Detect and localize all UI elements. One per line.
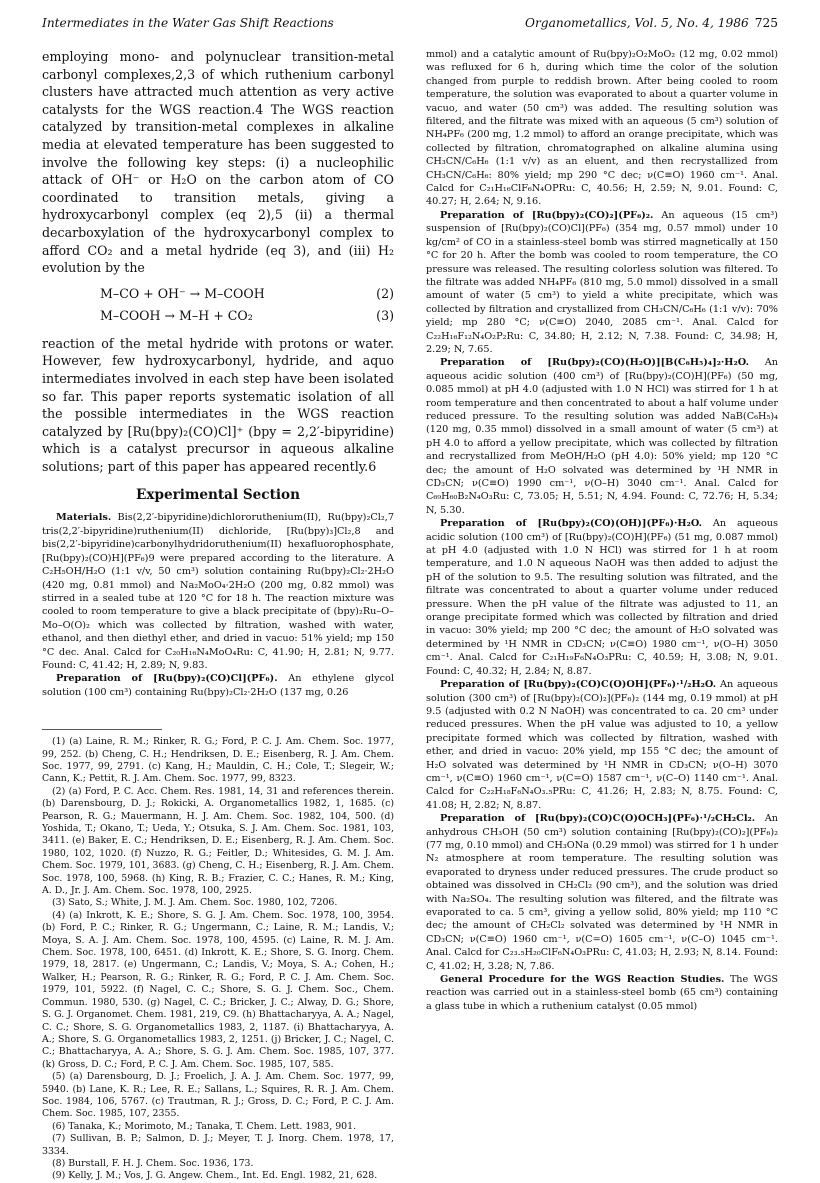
equation-2 <box>42 283 394 305</box>
section-heading: Experimental Section <box>136 487 300 504</box>
prep3-paragraph <box>426 356 778 517</box>
prep1-text: An ethylene glycol solution (100 cm³) containing Ru(bpy)₂Cl₂·2H₂O (137 mg, 0.26 <box>42 673 394 698</box>
running-title: Intermediates in the Water Gas Shift Reactions <box>42 16 334 30</box>
prep6-paragraph <box>426 812 778 973</box>
prep3-text: An aqueous acidic solution (400 cm³) of [Ru(bpy)₂(CO)H](PF₆) (50 mg, 0.085 mmol) at pH 4.0 (adjusted with 1.0 N HCl) was stirred for 1 h at room temperature and then concentrated to about a half volume under reduced pressure. To the resulting solution was added NaB(C₆H₅)₄ (120 mg, 0.35 mmol) dissolved in a small amount of water (5 cm³) at pH 4.0 to afford a yellow precipitate, which was collected by filtration and recrystallized from MeOH/H₂O (pH 4.0): 50% yield; mp 120 °C dec; the amount of H₂O solvated was determined by ¹H NMR in CD₃CN; ν(C≡O) 1990 cm⁻¹, ν(O–H) 3040 cm⁻¹. Anal. Calcd for C₆₉H₆₀B₂N₄O₃Ru: C, 73.05; H, 5.51; N, 4.94. Found: C, 72.76; H, 5.34; N, 5.30. <box>426 357 778 516</box>
footnote: (8) Burstall, F. H. J. Chem. Soc. 1936, 173. <box>52 1157 254 1169</box>
prep6-text: An anhydrous CH₃OH (50 cm³) solution containing [Ru(bpy)₂(CO)₂](PF₆)₂ (77 mg, 0.10 mmol) and CH₃ONa (0.29 mmol) was stirred for 1 h under N₂ atmosphere at room temperature. The resulting solution was evaporated to dryness under reduced pressures. The crude product so obtained was dissolved in CH₂Cl₂ (90 cm³), and the solution was dried with Na₂SO₄. The resulting solution was filtered, and the filtrate was evaporated to ca. 5 cm³, giving a yellow solid, 80% yield; mp 110 °C dec; the amount of CH₂Cl₂ solvated was determined by ¹H NMR in CD₃CN; ν(C≡O) 1960 cm⁻¹, ν(C=O) 1605 cm⁻¹, ν(C–O) 1045 cm⁻¹. Anal. Calcd for C₂₃.₅H₂₀ClF₆N₄O₃PRu: C, 41.03; H, 2.93; N, 8.14. Found: C, 41.02; H, 3.28; N, 7.86. <box>426 813 778 972</box>
footnote: (4) (a) Inkrott, K. E.; Shore, S. G. J. Am. Chem. Soc. 1978, 100, 3954. (b) Ford, P. C.; Rinker, R. G.; Ungermann, C.; Laine, R. M.; Landis, V.; Moya, S. A. J. Am. Chem. Soc. 1978, 100, 4595. (c) Laine, R. M. J. Am. Chem. Soc. 1978, 100, 6451. (d) Inkrott, K. E.; Shore, S. G. Inorg. Chem. 1979, 18, 2817. (e) Ungermann, C.; Landis, V.; Moya, S. A.; Cohen, H.; Walker, H.; Pearson, R. G.; Rinker, R. G.; Ford, P. C. J. Am. Chem. Soc. 1979, 101, 5922. (f) Nagel, C. C.; Shore, S. G. J. Chem. Soc., Chem. Commun. 1980, 530. (g) Nagel, C. C.; Bricker, J. C.; Alway, D. G.; Shore, S. G. J. Organomet. Chem. 1981, 219, C9. (h) Bhattacharyya, A. A.; Nagel, C. C.; Shore, S. G. Organometallics 1983, 2, 1187. (i) Bhattacharyya, A. A.; Shore, S. G. Organometallics 1983, 2, 1251. (j) Bricker, J. C.; Nagel, C. C.; Bhattacharyya, A. A.; Shore, S. G. J. Am. Chem. Soc. 1985, 107, 377. (k) Gross, D. C.; Ford, P. C. J. Am. Chem. Soc. 1985, 107, 585. <box>42 909 394 1070</box>
prep5-text: An aqueous solution (300 cm³) of [Ru(bpy)₂(CO)₂](PF₆)₂ (144 mg, 0.19 mmol) at pH 9.5 (adjusted with 0.2 N NaOH) was concentrated to ca. 20 cm³ under reduced pressures. When the pH value was adjusted to 10, a yellow precipitate formed which was collected by filtration, washed with ether, and dried in vacuo: 20% yield, mp 155 °C dec; the amount of H₂O solvated was determined by ¹H NMR in CD₃CN; ν(O–H) 3070 cm⁻¹, ν(C≡O) 1960 cm⁻¹, ν(C=O) 1587 cm⁻¹, ν(C–O) 1140 cm⁻¹. Anal. Calcd for C₂₂H₁₈F₆N₄O₃.₅PRu: C, 41.26; H, 2.83; N, 8.75. Found: C, 41.08; H, 2.82; N, 8.87. <box>426 679 778 811</box>
running-header <box>42 14 778 34</box>
right-column <box>426 48 778 1013</box>
footnote: (9) Kelly, J. M.; Vos, J. G. Angew. Chem., Int. Ed. Engl. 1982, 21, 628. <box>52 1170 378 1182</box>
footnote: (5) (a) Darensbourg, D. J.; Froelich, J. A. J. Am. Chem. Soc. 1977, 99, 5940. (b) Lane, K. R.; Lee, R. E.; Sallans, L.; Squires, R. R. J. Am. Chem. Soc. 1984, 106, 5767. (c) Trautman, R. J.; Gross, D. C.; Ford, P. C. J. Am. Chem. Soc. 1985, 107, 2355. <box>42 1071 394 1120</box>
footnote: (7) Sullivan, B. P.; Salmon, D. J.; Meyer, T. J. Inorg. Chem. 1978, 17, 3334. <box>42 1133 394 1157</box>
prep1-heading: Preparation of [Ru(bpy)₂(CO)Cl](PF₆). <box>56 673 278 685</box>
page-number: 725 <box>754 16 778 30</box>
equation-3 <box>42 305 394 327</box>
general-procedure-paragraph <box>426 973 778 1013</box>
materials-heading: Materials. <box>56 512 112 524</box>
equation-3-number: (3) <box>376 307 394 323</box>
intro-paragraph-1: employing mono- and polynuclear transition-metal carbonyl complexes,2,3 of which ruthenium carbonyl clusters have attracted much attention as very active catalysts for the WGS reaction.4 The WGS reaction catalyzed by transition-metal complexes in alkaline media at elevated temperature has been suggested to involve the following key steps: (i) a nucleophilic attack of OH⁻ or H₂O on the carbon atom of CO coordinated to transition metals, giving a hydroxycarbonyl complex (eq 2),5 (ii) a thermal decarboxylation of the hydroxycarbonyl complex to afford CO₂ and a metal hydride (eq 3), and (iii) H₂ evolution by the <box>42 49 394 276</box>
prep1-continued: mmol) and a catalytic amount of Ru(bpy)₂O₂MoO₂ (12 mg, 0.02 mmol) was refluxed for 6 h, during which time the color of the solution changed from purple to reddish brown. After being cooled to room temperature, the solution was evaporated to about a quarter volume in vacuo, and water (50 cm³) was added. The resulting solution was filtered, and the filtrate was mixed with an aqueous (5 cm³) solution of NH₄PF₆ (200 mg, 1.2 mmol) to afford an orange precipitate, which was collected by filtration, chromatographed on alkaline alumina using CH₃CN/C₆H₆ (1:1 v/v) as an eluent, and then recrystallized from CH₃CN/C₆H₆: 80% yield; mp 290 °C dec; ν(C≡O) 1960 cm⁻¹. Anal. Calcd for C₂₁H₁₆ClF₆N₄OPRu: C, 40.56; H, 2.59; N, 9.01. Found: C, 40.27; H, 2.64; N, 9.16. <box>426 49 778 208</box>
footnote: (1) (a) Laine, R. M.; Rinker, R. G.; Ford, P. C. J. Am. Chem. Soc. 1977, 99, 252. (b) Cheng, C. H.; Hendriksen, D. E.; Eisenberg, R. J. Am. Chem. Soc. 1977, 99, 2791. (c) Kang, H.; Mauldin, C. H.; Cole, T.; Slegeir, W.; Cann, K.; Pettit, R. J. Am. Chem. Soc. 1977, 99, 8323. <box>42 736 394 785</box>
journal-citation <box>525 14 778 34</box>
prep5-paragraph <box>426 678 778 812</box>
footnote: (3) Sato, S.; White, J. M. J. Am. Chem. Soc. 1980, 102, 7206. <box>52 897 338 909</box>
prep4-paragraph <box>426 517 778 678</box>
footnote: (6) Tanaka, K.; Morimoto, M.; Tanaka, T. Chem. Lett. 1983, 901. <box>52 1120 357 1132</box>
general-procedure-text: The WGS reaction was carried out in a stainless-steel bomb (65 cm³) containing a glass tube in which a ruthenium catalyst (0.05 mmol) <box>426 974 778 1012</box>
prep2-text: An aqueous (15 cm³) suspension of [Ru(bpy)₂(CO)Cl](PF₆) (354 mg, 0.57 mmol) under 10 kg/cm² of CO in a stainless-steel bomb was stirred magnetically at 150 °C for 20 h. After the bomb was cooled to room temperature, the CO pressure was released. The resulting colorless solution was filtered. To the filtrate was added NH₄PF₆ (810 mg, 5.0 mmol) dissolved in a small amount of water (5 cm³) to yield a white precipitate, which was collected by filtration and crystallized from CH₃CN/C₆H₆ (1:1 v/v): 70% yield; mp 280 °C; ν(C≡O) 2040, 2085 cm⁻¹. Anal. Calcd for C₂₂H₁₆F₁₂N₄O₂P₂Ru: C, 34.80; H, 2.12; N, 7.38. Found: C, 34.98; H, 2.29; N, 7.65. <box>426 209 778 355</box>
footnotes <box>42 736 394 1183</box>
footnote: (2) (a) Ford, P. C. Acc. Chem. Res. 1981, 14, 31 and references therein. (b) Darensbourg, D. J.; Rokicki, A. Organometallics 1982, 1, 1685. (c) Pearson, R. G.; Mauermann, H. J. Am. Chem. Soc. 1982, 104, 500. (d) Yoshida, T.; Okano, T.; Ueda, Y.; Otsuka, S. J. Am. Chem. Soc. 1981, 103, 3411. (e) Baker, E. C.; Hendriksen, D. E.; Eisenberg, R. J. Am. Chem. Soc. 1980, 102, 1020. (f) Nuzzo, R. G.; Feitler, D.; Whitesides, G. M. J. Am. Chem. Soc. 1979, 101, 3683. (g) Cheng, C. H.; Eisenberg, R. J. Am. Chem. Soc. 1978, 100, 5968. (h) King, R. B.; Frazier, C. C.; Hanes, R. M.; King, A. D., Jr. J. Am. Chem. Soc. 1978, 100, 2925. <box>42 785 395 897</box>
journal-name: Organometallics, Vol. 5, No. 4, 1986 <box>524 16 749 30</box>
equations <box>42 283 394 327</box>
intro-paragraph-2: reaction of the metal hydride with protons or water. However, few hydroxycarbonyl, hydride, and aquo intermediates involved in each step have been isolated so far. This paper reports systematic isolation of all the possible intermediates in the WGS reaction catalyzed by [Ru(bpy)₂(CO)Cl]⁺ (bpy = 2,2′-bipyridine) which is a catalyst precursor in aqueous alkaline solutions; part of this paper has appeared recently.6 <box>42 335 394 474</box>
left-column <box>42 48 394 1183</box>
materials-text: Bis(2,2′-bipyridine)dichlororuthenium(II), Ru(bpy)₂Cl₂,7 tris(2,2′-bipyridine)ruthenium(II) dichloride, [Ru(bpy)₃]Cl₂,8 and bis(2,2′-bipyridine)carbonylhydridoruthenium(II) hexafluorophosphate, [Ru(bpy)₂(CO)H](PF₆)9 were prepared according to the literature. A C₂H₅OH/H₂O (1:1 v/v, 50 cm³) solution containing Ru(bpy)₂Cl₂·2H₂O (420 mg, 0.81 mmol) and Na₂MoO₄·2H₂O (200 mg, 0.82 mmol) was stirred in a sealed tube at 120 °C for 18 h. The reaction mixture was cooled to room temperature to give a black precipitate of (bpy)₂Ru–O–Mo–O(O)₂ which was collected by filtration, washed with water, ethanol, and then diethyl ether, and dried in vacuo: 51% yield; mp 150 °C dec. Anal. Calcd for C₂₀H₁₆N₄MoO₄Ru: C, 41.90; H, 2.81; N, 9.77. Found: C, 41.42; H, 2.89; N, 9.83. <box>42 512 394 671</box>
prep5-heading: Preparation of [Ru(bpy)₂(CO)C(O)OH](PF₆)·¹/₂H₂O. <box>440 679 717 691</box>
materials-paragraph <box>42 511 394 672</box>
prep2-heading: Preparation of [Ru(bpy)₂(CO)₂](PF₆)₂. <box>440 209 654 221</box>
prep3-heading: Preparation of [Ru(bpy)₂(CO)(H₂O)][B(C₆H₅)₄]₂·H₂O. <box>440 357 749 369</box>
equation-2-expression: M–CO + OH⁻ → M–COOH <box>100 285 265 301</box>
prep6-heading: Preparation of [Ru(bpy)₂(CO)C(O)OCH₃](PF₆)·¹/₂CH₂Cl₂. <box>440 813 756 825</box>
prep4-heading: Preparation of [Ru(bpy)₂(CO)(OH)](PF₆)·H₂O. <box>440 518 703 530</box>
footnote-divider <box>42 729 162 730</box>
equation-2-number: (2) <box>376 285 394 301</box>
prep2-paragraph <box>426 209 778 356</box>
equation-3-expression: M–COOH → M–H + CO₂ <box>100 307 253 323</box>
prep1-paragraph <box>42 672 394 699</box>
prep4-text: An aqueous acidic solution (100 cm³) of [Ru(bpy)₂(CO)H](PF₆) (51 mg, 0.087 mmol) at pH 4.0 (adjusted with 1.0 N HCl) was stirred for 1 h at room temperature, and 1.0 N aqueous NaOH was then added to adjust the pH of the solution to 9.5. The resulting solution was filtrated, and the filtrate was concentrated to about a quarter volume under reduced pressure. When the pH value of the filtrate was adjusted to 11, an orange precipitate formed which was collected by filtration and dried in vacuo: 30% yield; mp 200 °C dec; the amount of H₂O solvated was determined by ¹H NMR in CD₃CN; ν(C≡O) 1980 cm⁻¹, ν(O–H) 3050 cm⁻¹. Anal. Calcd for C₂₁H₁₉F₆N₄O₃PRu: C, 40.59; H, 3.08; N, 9.01. Found: C, 40.32; H, 2.84; N, 8.87. <box>426 518 778 677</box>
general-procedure-heading: General Procedure for the WGS Reaction Studies. <box>440 974 725 986</box>
